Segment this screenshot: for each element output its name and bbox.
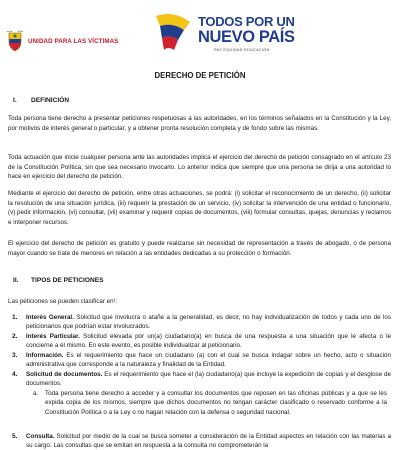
- victims-unit-logo: [6, 30, 136, 52]
- list-item: 3. Información. Es el requerimiento que hace un ciudadano (a) con el cual se busca indagar sobre un hecho, acto o situación administrativa que corresponde a la naturaleza y finalidad de la Entidad.: [12, 352, 391, 369]
- document-title: DERECHO DE PETICIÓN: [154, 71, 246, 80]
- brand-line1: TODOS POR UN: [198, 14, 295, 29]
- list-item: 1. Interés General. Solicitud que involucra o atañe a la generalidad, es decir, no hay individualización de todos y cada uno de los peticionarios que podrían estar involucrados.: [12, 314, 391, 331]
- brand-tagline: PAZ EQUIDAD EDUCACIÓN: [214, 48, 270, 52]
- section-heading-definition: [13, 97, 69, 104]
- list-item: 4. Solicitud de documentos. Es el requerimiento que hace el (la) ciudadano(a) que incluye la expedición de copias y el desglose de documentos.: [12, 371, 392, 388]
- paragraph: Toda persona tiene derecho a presentar peticiones respetuosas a las autoridades, en los términos señalados en la Constitución y la Ley, por motivos de interés general o particular, y a obtener pronta resolución completa y de fondo sobre las mismas.: [8, 115, 391, 132]
- colombia-emblem-icon: [150, 12, 196, 54]
- section-heading-petition-types: [13, 277, 104, 284]
- section-title: TIPOS DE PETICIONES: [31, 277, 104, 284]
- paragraph: Toda actuación que inicie cualquier persona ante las autoridades implica el ejercicio del derecho de petición consagrado en el artículo 23 de la Constitución Política, sin que sea necesario invocarlo. Lo anterior indica que siempre que una persona se dirija a una autoridad lo hace en ejercicio del derecho de petición.: [8, 154, 391, 181]
- section-number: I.: [13, 97, 17, 104]
- section-title: DEFINICIÓN: [31, 97, 70, 104]
- section-number: II.: [13, 277, 19, 284]
- paragraph: Mediante el ejercicio del derecho de petición, entre otras actuaciones, se podrá: (i) solicitar el reconocimiento de un derecho, (ii) solicitar la resolución de una situación jurídica, (iii) requerir la prestación de un servicio, (iv) solicitar la intervención de una entidad o funcionario, (v) pedir información, (vi) consultar, (vii) examinar y requerir copias de documentos, (viii) formular consultas, quejas, denuncias y reclamos e interponer recursos.: [8, 190, 391, 226]
- sub-list-item: a. Toda persona tiene derecho a acceder y a consultar los documentos que reposen en las oficinas públicas y a que se les expida copia de los mismos, siempre que dichos documentos no tengan carácter clasificado o reservado conforme a la Constitución Política o a la Ley o no hagan relación con la defensa o seguridad nacional.: [33, 390, 387, 416]
- brand-line2: NUEVO PAÍS: [198, 28, 295, 46]
- coat-of-arms-icon: [6, 30, 24, 52]
- victims-unit-text: UNIDAD PARA LAS VÍCTIMAS: [28, 37, 119, 45]
- list-item: 5. Consulta. Solicitud por medio de la cual se busca someter a consideración de la Entidad aspectos en relación con las materias a su cargo. Las consultas que se emitan en respuesta a la consulta no comprometerán la: [12, 433, 391, 450]
- todos-por-un-nuevo-pais-logo: [150, 4, 300, 66]
- list-item: 2. Interés Particular. Solicitud elevada por un(a) ciudadano(a) en busca de una respuesta a una situación que le afecta o le concierne a él mismo. En este evento, es posible individualizar al peticionario.: [12, 333, 391, 350]
- list-intro: Las peticiones se pueden clasificar en¹:: [8, 298, 118, 305]
- paragraph: El ejercicio del derecho de petición es gratuito y puede realizarse sin necesidad de representación a través de abogado, o de persona mayor cuando se trate de menores en relación a las entidades dedicadas a su protección o formación.: [8, 240, 391, 257]
